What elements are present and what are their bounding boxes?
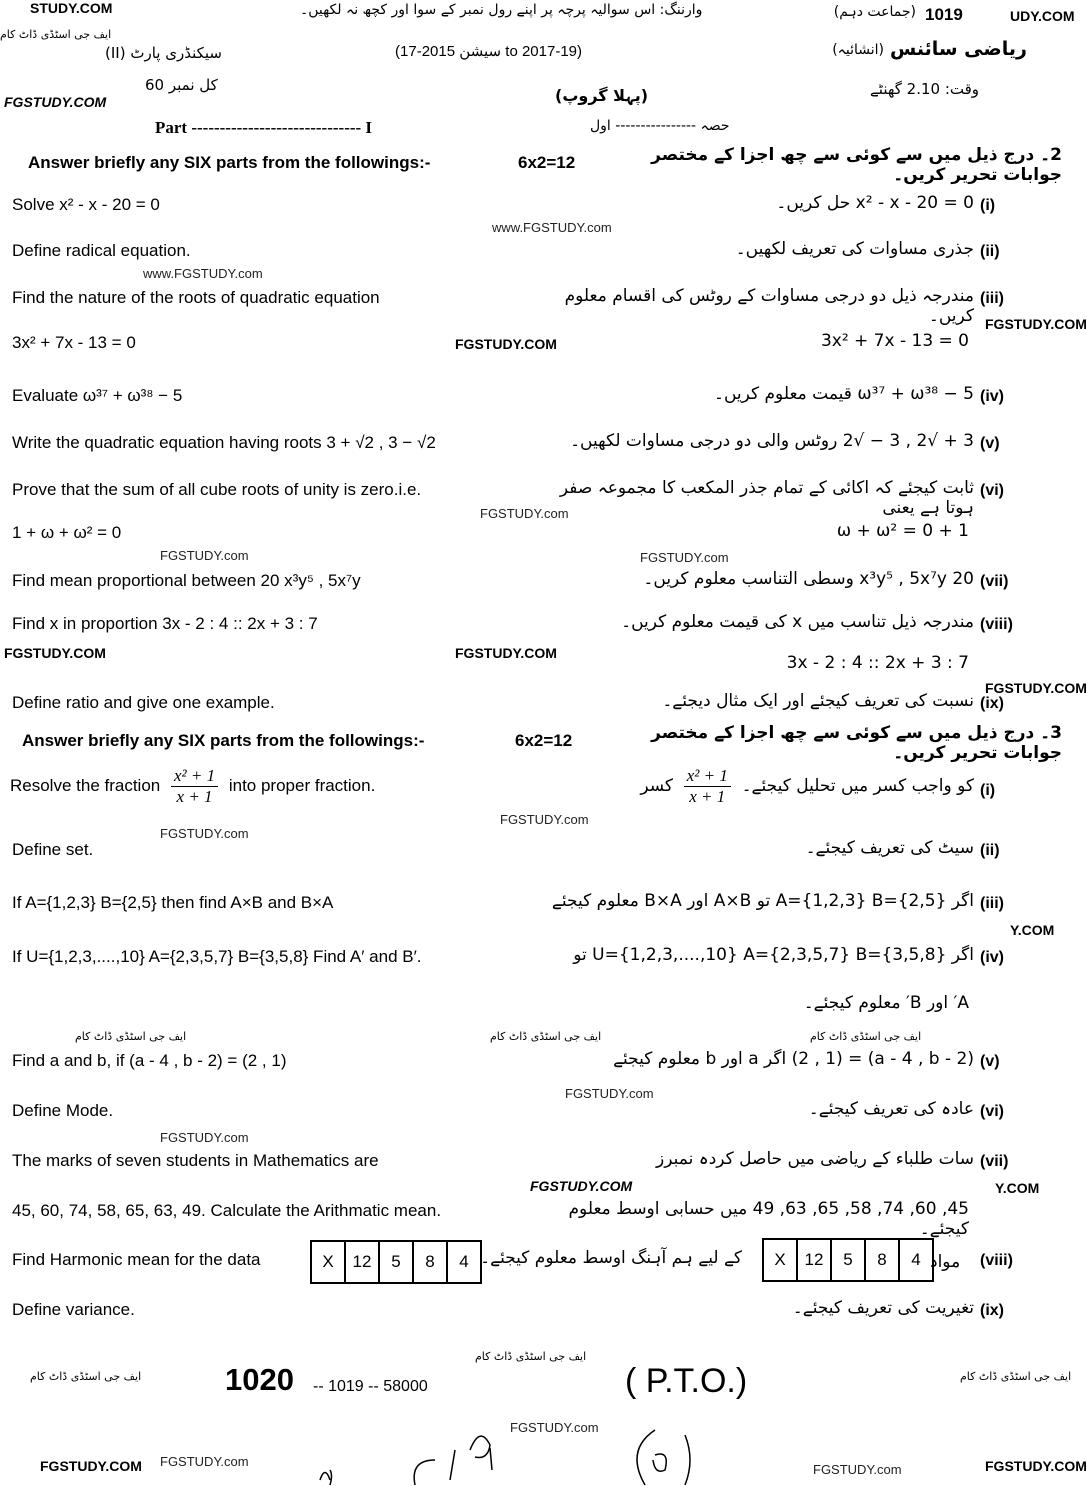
q2-part-en: Prove that the sum of all cube roots of unity is zero.i.e.: [12, 480, 422, 499]
group-label: (پہلا گروپ): [555, 86, 649, 105]
q3-part-ur: تغیریت کی تعریف کیجئے۔: [792, 1298, 974, 1318]
watermark: Y.COM: [995, 1180, 1040, 1196]
watermark: FGSTUDY.com: [160, 826, 249, 841]
watermark: ایف جی اسٹڈی ڈاٹ کام: [30, 1370, 142, 1383]
q3-part-i-ur: [640, 766, 974, 807]
q2-part-en: Find mean proportional between 20 x³y⁵ , 5x⁷y: [12, 571, 361, 590]
data-table-en: [310, 1240, 482, 1284]
q3-part-ur: 45, 60, 74, 58, 65, 63, 49 میں حسابی اوسط معلوم کیجئے۔: [568, 1199, 969, 1239]
part-ur: حصہ ---------------- اول: [590, 118, 730, 134]
watermark: FGSTUDY.COM: [985, 680, 1087, 696]
q3-part-en: The marks of seven students in Mathematics are: [12, 1151, 379, 1170]
q2-part-number: (ix): [980, 695, 1004, 712]
text: into proper fraction.: [228, 775, 376, 795]
numerator: x² + 1: [171, 766, 218, 787]
watermark: FGSTUDY.com: [813, 1462, 902, 1477]
q2-part-number: (viii): [980, 616, 1013, 633]
q2-part-ur: 3 + √2 , 3 − √2 روٹس والی دو درجی مساوات لکھیں۔: [570, 431, 974, 451]
footer-code: 1020: [225, 1362, 294, 1397]
numerator: x² + 1: [684, 766, 731, 787]
fraction: [684, 766, 731, 807]
q2-part-ur: نسبت کی تعریف کیجئے اور ایک مثال دیجئے۔: [662, 691, 974, 711]
fraction: [171, 766, 218, 807]
q2-part-number: (vi): [980, 482, 1004, 499]
q3-part-ur: سات طلباء کے ریاضی میں حاصل کردہ نمبرز: [656, 1149, 974, 1169]
q2-part-ur: جذری مساوات کی تعریف لکھیں۔: [735, 239, 974, 259]
q3-part-number: (iii): [980, 895, 1004, 912]
q2-part-ur: مندرجہ ذیل تناسب میں x کی قیمت معلوم کریں۔: [621, 612, 974, 632]
q3-part-en: Find Harmonic mean for the data: [12, 1250, 261, 1269]
watermark: FGSTUDY.COM: [4, 94, 107, 110]
watermark: FGSTUDY.COM: [4, 645, 106, 661]
q2-marks: 6x2=12: [518, 153, 576, 172]
watermark: FGSTUDY.com: [565, 1086, 654, 1101]
watermark: FGSTUDY.COM: [455, 645, 557, 661]
q3-part-ur: کے لیے ہم آہنگ اوسط معلوم کیجئے۔: [480, 1248, 742, 1268]
data-cell: X: [763, 1239, 797, 1281]
paper-code: 1019: [925, 5, 963, 24]
q3-part-number: (ix): [980, 1302, 1004, 1319]
data-label-ur: مواد: [930, 1252, 961, 1272]
data-cell: 12: [797, 1239, 831, 1281]
q3-part-en: If U={1,2,3,....,10} A={2,3,5,7} B={3,5,8} Find A′ and B′.: [12, 947, 422, 966]
q3-part-ur: سیٹ کی تعریف کیجئے۔: [805, 838, 974, 858]
q3-part-number: (v): [980, 1053, 1000, 1070]
data-cell: X: [311, 1241, 345, 1283]
denominator: x + 1: [689, 787, 726, 806]
watermark: FGSTUDY.COM: [985, 1458, 1087, 1474]
watermark: FGSTUDY.com: [500, 812, 589, 827]
watermark: ایف جی اسٹڈی ڈاٹ کام: [490, 1030, 602, 1043]
watermark: ایف جی اسٹڈی ڈاٹ کام: [960, 1370, 1072, 1383]
watermark: www.FGSTUDY.com: [143, 266, 263, 281]
q3-part-ur: اگر A={1,2,3} B={2,5} تو A×B اور B×A معلوم کیجئے: [551, 891, 974, 911]
q3-part-number: (i): [980, 782, 996, 799]
q3-part-en: Define set.: [12, 840, 94, 859]
q3-marks: 6x2=12: [515, 731, 573, 750]
q2-heading: Answer briefly any SIX parts from the followings:-: [28, 153, 431, 172]
q3-part-number: (ii): [980, 842, 1000, 859]
q3-part-en: Find a and b, if (a - 4 , b - 2) = (2 , 1): [12, 1051, 287, 1070]
watermark: www.FGSTUDY.com: [492, 220, 612, 235]
q2-part-en: Find x in proportion 3x - 2 : 4 :: 2x + 3 : 7: [12, 614, 318, 633]
data-cell: 8: [865, 1239, 899, 1281]
text: کو واجب کسر میں تحلیل کیجئے۔: [741, 775, 974, 796]
q2-part-ur: مندرجہ ذیل دو درجی مساوات کے روٹس کی اقسام معلوم کریں۔: [564, 286, 974, 326]
q2-part-ur: x² - x - 20 = 0 حل کریں۔: [776, 193, 974, 213]
footer-serial: -- 1019 -- 58000: [313, 1378, 428, 1395]
q2-part-number: (i): [980, 197, 996, 214]
watermark: FGSTUDY.com: [160, 548, 249, 563]
q2-part-en: 3x² + 7x - 13 = 0: [12, 333, 136, 352]
q3-part-number: (vi): [980, 1103, 1004, 1120]
q3-part-en: 45, 60, 74, 58, 65, 63, 49. Calculate the Arithmatic mean.: [12, 1201, 442, 1220]
q2-part-number: (iii): [980, 290, 1004, 307]
watermark: ایف جی اسٹڈی ڈاٹ کام: [75, 1030, 187, 1043]
q2-part-ur: ثابت کیجئے کہ اکائی کے تمام جذر المکعب کا مجموعہ صفر ہوتا ہے یعنی: [559, 478, 974, 518]
q3-part-number: (viii): [980, 1252, 1013, 1269]
q2-part-en: 1 + ω + ω² = 0: [12, 523, 122, 542]
session-label: (سیشن 2015-17 to 2017-19): [395, 43, 583, 60]
watermark: STUDY.COM: [30, 0, 113, 16]
subject-type: (انشائیہ): [832, 42, 884, 58]
data-cell: 5: [831, 1239, 865, 1281]
data-cell: 5: [379, 1241, 413, 1283]
text: Resolve the fraction: [10, 775, 161, 795]
q3-part-en: Define Mode.: [12, 1101, 114, 1120]
q2-part-en: Find the nature of the roots of quadratic equation: [12, 288, 380, 307]
level-label: سیکنڈری پارٹ (II): [105, 44, 222, 62]
q3-heading: Answer briefly any SIX parts from the followings:-: [22, 731, 425, 750]
watermark: Y.COM: [1010, 922, 1055, 938]
q2-part-ur: 3x² + 7x - 13 = 0: [820, 331, 969, 351]
q3-heading-ur: 3۔ درج ذیل میں سے کوئی سے چھ اجزا کے مختصر جوابات تحریر کریں۔: [651, 723, 1062, 763]
handwritten-marks: [310, 1420, 700, 1486]
q2-part-en: Write the quadratic equation having roots 3 + √2 , 3 − √2: [12, 433, 436, 452]
q2-part-number: (v): [980, 435, 1000, 452]
data-cell: 8: [413, 1241, 447, 1283]
q3-part-number: (iv): [980, 949, 1004, 966]
q3-part-ur: A′ اور B′ معلوم کیجئے۔: [803, 993, 969, 1013]
q2-part-number: (ii): [980, 243, 1000, 260]
total-marks: کل نمبر 60: [145, 76, 218, 94]
watermark: FGSTUDY.com: [510, 1420, 599, 1435]
q2-part-number: (iv): [980, 388, 1004, 405]
subject-title: ریاضی سائنس: [890, 38, 1027, 60]
class-label: (جماعت دہم): [833, 4, 916, 20]
pto-label: ( P.T.O.): [625, 1362, 748, 1400]
watermark: FGSTUDY.COM: [455, 336, 557, 352]
q2-part-en: Evaluate ω³⁷ + ω³⁸ − 5: [12, 386, 183, 405]
q3-part-ur: (a - 4 , b - 2) = (2 , 1) اگر a اور b معلوم کیجئے: [613, 1049, 974, 1069]
watermark: FGSTUDY.COM: [530, 1178, 633, 1194]
q2-part-ur: 20 x³y⁵ , 5x⁷y وسطی التناسب معلوم کریں۔: [643, 569, 974, 589]
watermark: FGSTUDY.com: [160, 1454, 249, 1469]
q2-part-en: Define ratio and give one example.: [12, 693, 275, 712]
q2-part-number: (vii): [980, 573, 1009, 590]
q3-part-ur: اگر U={1,2,3,....,10} A={2,3,5,7} B={3,5,8} تو: [573, 945, 974, 965]
data-cell: 12: [345, 1241, 379, 1283]
q2-heading-ur: 2۔ درج ذیل میں سے کوئی سے چھ اجزا کے مختصر جوابات تحریر کریں۔: [651, 145, 1062, 185]
q3-part-en: Define variance.: [12, 1300, 135, 1319]
watermark: ایف جی اسٹڈی ڈاٹ کام: [810, 1030, 922, 1043]
watermark: FGSTUDY.com: [160, 1130, 249, 1145]
warning-text: وارننگ: اس سوالیہ پرچہ پر اپنے رول نمبر کے سوا اور کچھ نہ لکھیں۔: [300, 2, 703, 18]
watermark: UDY.COM: [1010, 8, 1075, 24]
data-cell: 4: [899, 1239, 933, 1281]
data-table-ur: [762, 1238, 934, 1282]
q3-part-i-en: [10, 766, 375, 807]
q2-part-en: Solve x² - x - 20 = 0: [12, 195, 160, 214]
q2-part-ur: 1 + ω + ω² = 0: [836, 521, 969, 541]
time-label: وقت: 2.10 گھنٹے: [870, 80, 980, 98]
q2-part-en: Define radical equation.: [12, 241, 191, 260]
text: کسر: [640, 775, 673, 796]
q3-part-ur: عادہ کی تعریف کیجئے۔: [808, 1099, 974, 1119]
denominator: x + 1: [176, 787, 213, 806]
watermark: FGSTUDY.COM: [985, 316, 1087, 332]
data-cell: 4: [447, 1241, 481, 1283]
watermark: FGSTUDY.com: [480, 506, 569, 521]
watermark: FGSTUDY.com: [640, 550, 729, 565]
part-en: Part ------------------------------ I: [155, 118, 373, 137]
q3-part-en: If A={1,2,3} B={2,5} then find A×B and B×A: [12, 893, 334, 912]
q2-part-ur: ω³⁷ + ω³⁸ − 5 قیمت معلوم کریں۔: [714, 384, 974, 404]
q2-part-ur: 3x - 2 : 4 :: 2x + 3 : 7: [786, 653, 969, 673]
watermark: ایف جی اسٹڈی ڈاٹ کام: [475, 1350, 587, 1363]
q3-part-number: (vii): [980, 1153, 1009, 1170]
watermark: ایف جی اسٹڈی ڈاٹ کام: [0, 28, 112, 41]
watermark: FGSTUDY.COM: [40, 1458, 142, 1474]
